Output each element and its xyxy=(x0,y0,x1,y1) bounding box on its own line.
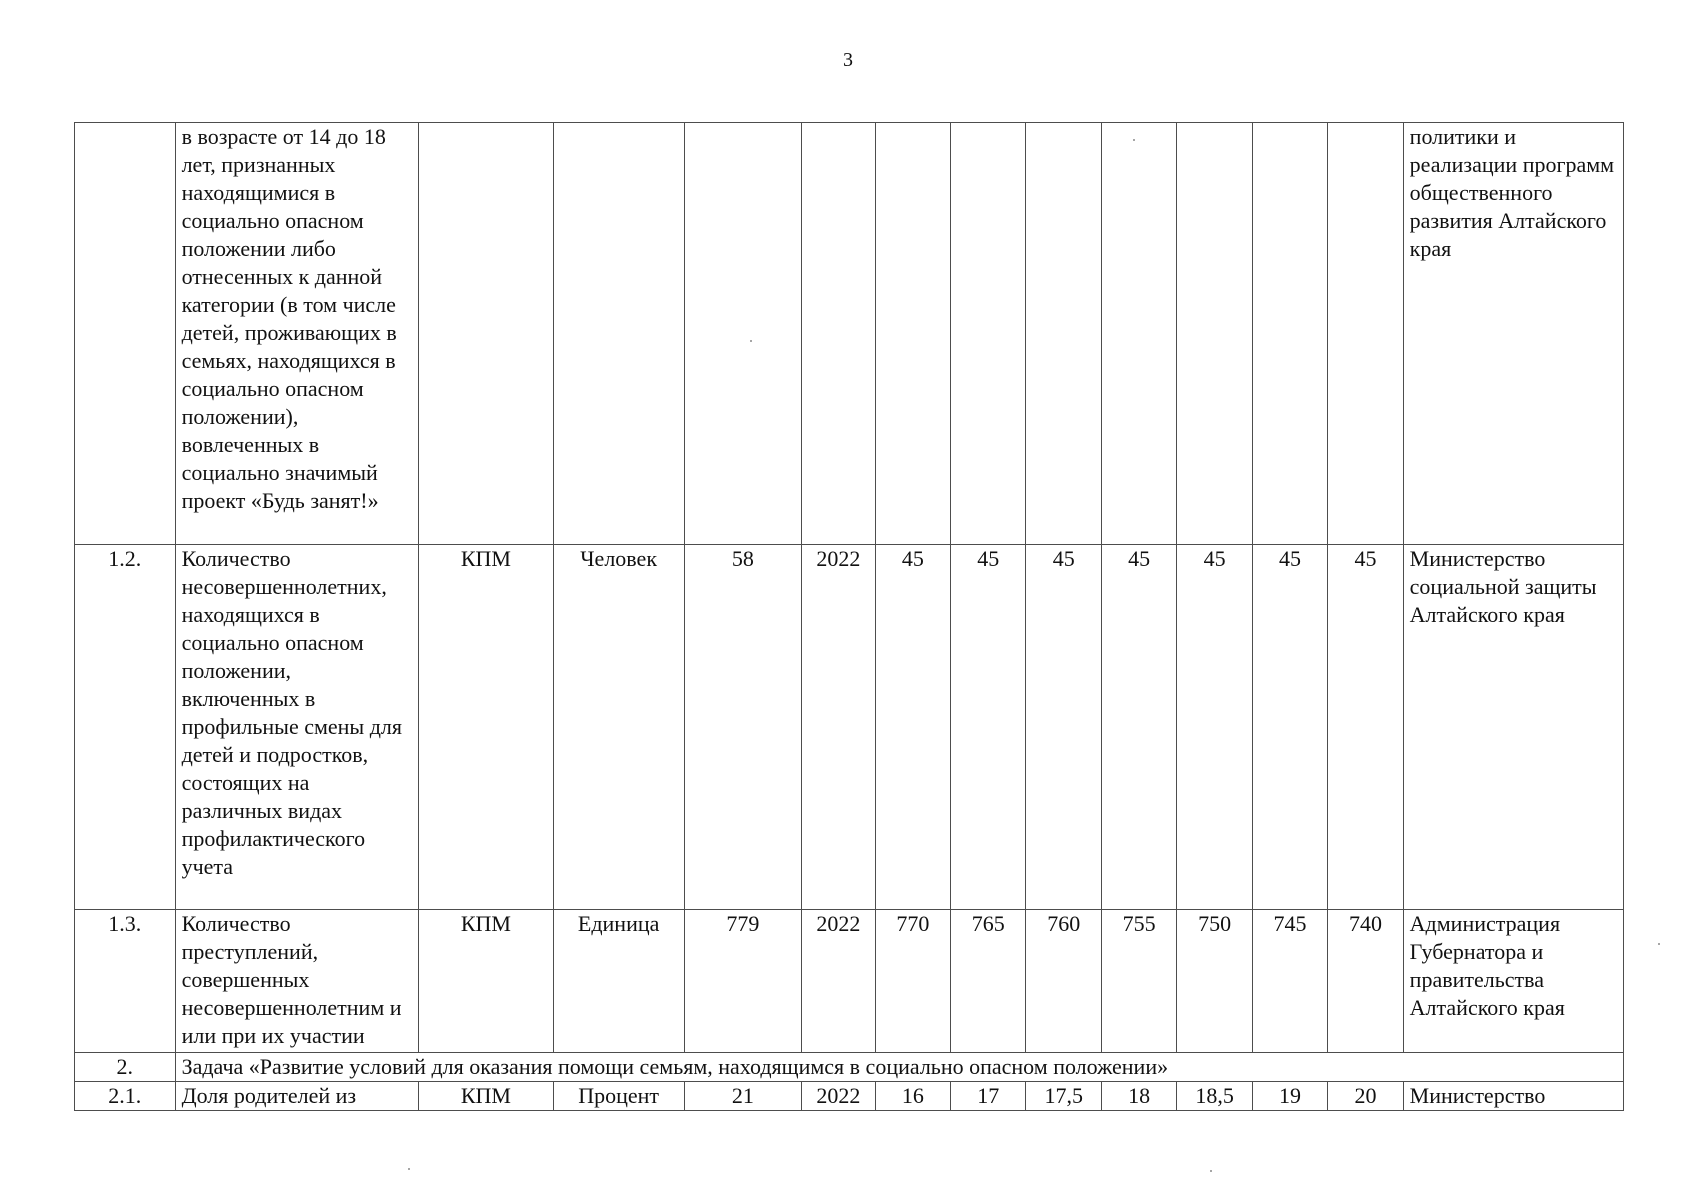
indicator-name-cell: Количество несовершеннолетних, находящихся в социально опасном положении, включенных в профильные смены для детей и подростков, состоящих на различных видах профилактического учета xyxy=(175,545,418,910)
year-value-cell xyxy=(951,123,1026,545)
year-value-cell xyxy=(1328,123,1403,545)
year-value-cell: 45 xyxy=(1177,545,1252,910)
year-value-cell: 20 xyxy=(1328,1082,1403,1111)
unit-cell xyxy=(553,123,684,545)
indicator-type-cell: КПМ xyxy=(418,910,553,1053)
year-value-cell: 18 xyxy=(1101,1082,1176,1111)
year-value-cell: 765 xyxy=(951,910,1026,1053)
row-number-cell: 2.1. xyxy=(75,1082,176,1111)
year-value-cell: 45 xyxy=(1026,545,1101,910)
task-row xyxy=(75,1053,1624,1082)
base-year-cell xyxy=(802,123,875,545)
indicator-name-cell: Доля родителей из xyxy=(175,1082,418,1111)
row-number-cell: 1.2. xyxy=(75,545,176,910)
year-value-cell: 45 xyxy=(1101,545,1176,910)
table-row xyxy=(75,910,1624,1053)
year-value-cell: 19 xyxy=(1252,1082,1327,1111)
year-value-cell: 755 xyxy=(1101,910,1176,1053)
indicator-name-cell: Количество преступлений, совершенных несовершеннолетним и или при их участии xyxy=(175,910,418,1053)
year-value-cell xyxy=(875,123,950,545)
year-value-cell: 45 xyxy=(951,545,1026,910)
table-row xyxy=(75,1082,1624,1111)
row-number-cell: 2. xyxy=(75,1053,176,1082)
unit-cell: Человек xyxy=(553,545,684,910)
year-value-cell xyxy=(1252,123,1327,545)
year-value-cell: 45 xyxy=(1328,545,1403,910)
task-title-cell: Задача «Развитие условий для оказания помощи семьям, находящимся в социально опасном положении» xyxy=(175,1053,1623,1082)
year-value-cell xyxy=(1101,123,1176,545)
base-year-cell: 2022 xyxy=(802,1082,875,1111)
scan-speck xyxy=(1133,139,1135,141)
scan-speck xyxy=(1210,1170,1212,1172)
year-value-cell: 750 xyxy=(1177,910,1252,1053)
base-year-cell: 2022 xyxy=(802,910,875,1053)
unit-cell: Единица xyxy=(553,910,684,1053)
year-value-cell: 17 xyxy=(951,1082,1026,1111)
table-row xyxy=(75,545,1624,910)
responsible-cell: политики и реализации программ общественного развития Алтайского края xyxy=(1403,123,1623,545)
row-number-cell xyxy=(75,123,176,545)
year-value-cell: 45 xyxy=(875,545,950,910)
year-value-cell xyxy=(1177,123,1252,545)
year-value-cell xyxy=(1026,123,1101,545)
year-value-cell: 740 xyxy=(1328,910,1403,1053)
year-value-cell: 16 xyxy=(875,1082,950,1111)
year-value-cell: 45 xyxy=(1252,545,1327,910)
page-number: 3 xyxy=(843,49,853,71)
indicators-table-wrapper xyxy=(74,122,1624,1111)
indicator-type-cell xyxy=(418,123,553,545)
scan-speck xyxy=(1658,943,1660,945)
base-value-cell: 21 xyxy=(684,1082,802,1111)
year-value-cell: 17,5 xyxy=(1026,1082,1101,1111)
year-value-cell: 18,5 xyxy=(1177,1082,1252,1111)
row-number-cell: 1.3. xyxy=(75,910,176,1053)
indicator-type-cell: КПМ xyxy=(418,1082,553,1111)
base-value-cell: 779 xyxy=(684,910,802,1053)
responsible-cell: Министерство xyxy=(1403,1082,1623,1111)
indicator-name-cell: в возрасте от 14 до 18 лет, признанных находящимися в социально опасном положении либо отнесенных к данной категории (в том числе детей, проживающих в семьях, находящихся в социально опасном положении), вовлеченных в социально значимый проект «Будь занят!» xyxy=(175,123,418,545)
base-year-cell: 2022 xyxy=(802,545,875,910)
base-value-cell: 58 xyxy=(684,545,802,910)
responsible-cell: Министерство социальной защиты Алтайского края xyxy=(1403,545,1623,910)
scan-speck xyxy=(750,340,752,342)
unit-cell: Процент xyxy=(553,1082,684,1111)
indicator-type-cell: КПМ xyxy=(418,545,553,910)
table-row xyxy=(75,123,1624,545)
year-value-cell: 745 xyxy=(1252,910,1327,1053)
indicators-table xyxy=(74,122,1624,1111)
base-value-cell xyxy=(684,123,802,545)
year-value-cell: 760 xyxy=(1026,910,1101,1053)
scan-speck xyxy=(408,1168,410,1170)
year-value-cell: 770 xyxy=(875,910,950,1053)
responsible-cell: Администрация Губернатора и правительства Алтайского края xyxy=(1403,910,1623,1053)
